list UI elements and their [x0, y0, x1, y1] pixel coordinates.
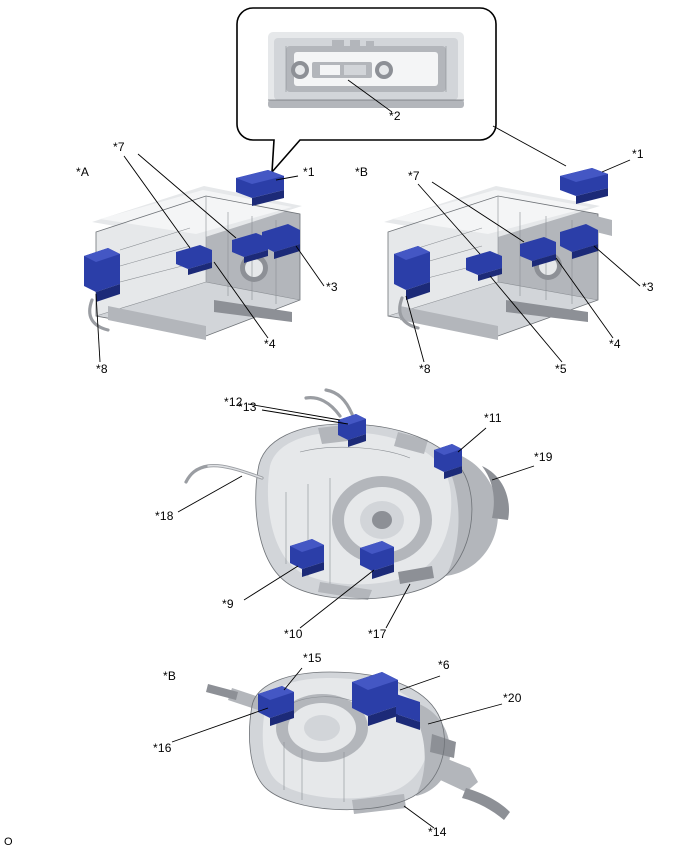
callout-18: *18 — [155, 509, 174, 523]
callout-15: *15 — [303, 651, 322, 665]
leader-20 — [428, 704, 502, 724]
leader-1b — [602, 160, 630, 172]
callout-14: *14 — [428, 825, 447, 839]
callout-10: *10 — [284, 627, 303, 641]
callout-8-right: *8 — [419, 362, 431, 376]
harness-top — [306, 398, 340, 416]
callout-16: *16 — [153, 741, 172, 755]
inverter-module-a — [84, 154, 324, 362]
leader-bubble-to-right-module — [493, 126, 566, 166]
group-label-b-top: *B — [355, 165, 369, 179]
callout-17: *17 — [368, 627, 387, 641]
group-label-a: *A — [76, 165, 90, 179]
inverter-module-b — [384, 160, 640, 362]
callout-13: *13 — [238, 400, 257, 414]
leader-11 — [458, 428, 486, 452]
rear-motor-assembly — [172, 668, 510, 828]
callout-19: *19 — [534, 450, 553, 464]
callout-20: *20 — [503, 691, 522, 705]
callout-4-right: *4 — [609, 337, 621, 351]
callout-8-left: *8 — [96, 362, 108, 376]
transaxle-assembly — [178, 390, 534, 628]
callout-2: *2 — [389, 109, 401, 123]
callout-6: *6 — [438, 658, 450, 672]
callout-5: *5 — [555, 362, 567, 376]
callout-3-right: *3 — [642, 280, 654, 294]
callout-1-right: *1 — [632, 147, 644, 161]
callout-9: *9 — [222, 597, 234, 611]
leader-6 — [400, 676, 440, 690]
callout-7-left: *7 — [113, 140, 125, 154]
harness-top-2 — [326, 390, 352, 414]
callout-7-right: *7 — [408, 169, 420, 183]
leader-3b — [594, 246, 640, 286]
group-label-b-bottom: *B — [163, 669, 177, 683]
leader-19 — [492, 466, 534, 480]
callout-3-left: *3 — [326, 280, 338, 294]
page-corner-mark: O — [4, 836, 13, 848]
detail-bubble — [237, 8, 566, 172]
leader-12 — [248, 404, 340, 420]
callout-11: *11 — [484, 411, 502, 425]
bubble-inset-housing — [268, 32, 464, 108]
callout-4-left: *4 — [264, 337, 276, 351]
callout-1-left: *1 — [303, 165, 315, 179]
callout-12: *12 — [224, 395, 243, 409]
